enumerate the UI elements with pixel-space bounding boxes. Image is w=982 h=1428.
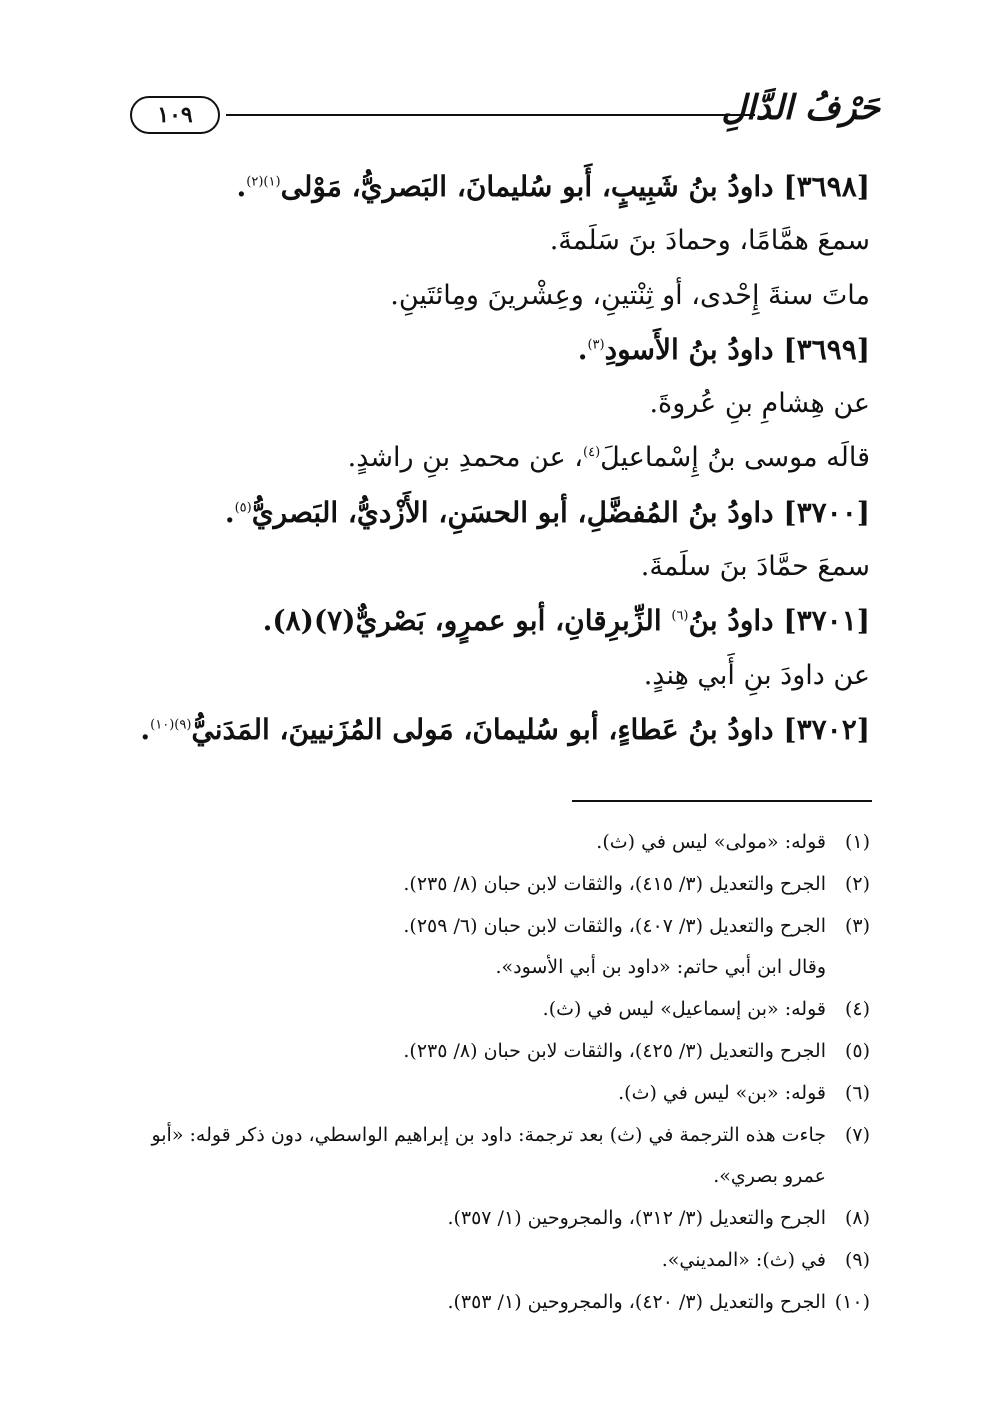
footnote-number: (٧) [844,1123,870,1146]
footnote-continuation [100,1156,870,1198]
footnote [100,1115,870,1157]
header-rule [226,114,755,116]
footnote [100,822,870,864]
footnote [100,864,870,906]
footnote-number: (٨) [844,1207,870,1230]
page-header [130,88,880,142]
footnote-text: عمرو بصري». [713,1165,826,1188]
footnote [100,989,870,1031]
footnote-number: (٩) [844,1248,870,1271]
footnote-text: قوله: «مولى» ليس في (ث). [596,831,826,853]
footnote-number: (٢) [844,872,870,895]
footnotes [100,822,870,1324]
footnote-number: (١) [844,831,870,853]
text-line: قالَه موسى بنُ إِسْماعيلَ$^{(٤)}$، عن محمدِ بنِ راشدٍ. [347,442,870,474]
footnote [100,1198,870,1240]
footnote-text: قوله: «بن إسماعيل» ليس في (ث). [542,998,826,1021]
footnote-text: في (ث): «المديني». [661,1248,826,1271]
footnote-number: (٤) [844,998,870,1021]
text-line: سمعَ همَّامًا، وحمادَ بنَ سَلَمةَ. [549,225,870,257]
footnote-text: الجرح والتعديل (٣/ ٤١٥)، والثقات لابن حبان (٨/ ٢٣٥). [403,872,826,895]
footnote-text: الجرح والتعديل (٣/ ٣١٢)، والمجروحين (١/ ٣٥٧). [447,1207,826,1230]
entry-line: [٣٦٩٨] داودُ بنُ شَبِيبٍ، أَبو سُليمانَ، البَصريُّ، مَوْلى$^{(١)(٢)}$. [236,170,870,203]
footnote-number: (٣) [844,914,870,937]
footnote-text: وقال ابن أبي حاتم: «داود بن أبي الأسود». [495,956,826,979]
text-line: عن هِشامِ بنِ عُروةَ. [649,388,870,420]
text-line: عن داودَ بنِ أَبي هِندٍ. [643,659,870,691]
text-line: سمعَ حمَّادَ بنَ سلَمةَ. [640,551,870,583]
footnote [100,1073,870,1115]
chapter-title: حَرْفُ الدَّالِ [721,88,880,128]
footnote [100,1282,870,1324]
entry-line: [٣٧٠٠] داودُ بنُ المُفضَّلِ، أبو الحسَنِ، الأَزْديُّ، البَصريُّ$^{(٥)}$. [224,495,870,529]
footnote [100,1240,870,1282]
main-text [130,160,870,757]
footnote-number: (١٠) [834,1290,870,1313]
footnote-text: الجرح والتعديل (٣/ ٤٢٠)، والمجروحين (١/ ٣٥٣). [447,1290,826,1313]
footnote-text: جاءت هذه الترجمة في (ث) بعد ترجمة: داود بن إبراهيم الواسطي، دون ذكر قوله: «أبو [151,1123,826,1146]
footnote-number: (٦) [844,1081,870,1104]
footnote [100,906,870,948]
entry-line: [٣٦٩٩] داودُ بنُ الأَسودِ$^{(٣)}$. [577,332,870,366]
footnote-text: قوله: «بن» ليس في (ث). [618,1081,826,1104]
footnote-continuation [100,947,870,989]
entry-line: [٣٧٠٢] داودُ بنُ عَطاءٍ، أبو سُليمانَ، مَولى المُزَنيينَ، المَدَنيُّ$^{(٩)(١٠)}$. [140,712,870,746]
footnote-number: (٥) [844,1039,870,1062]
page-number: ١٠٩ [157,102,193,128]
footnote-text: الجرح والتعديل (٣/ ٤٠٧)، والثقات لابن حبان (٦/ ٢٥٩). [403,914,826,937]
text-line: ماتَ سنةَ إِحْدى، أو ثِنْتينِ، وعِشْرينَ ومِائتَينِ. [390,279,870,311]
footnote-separator [572,800,872,802]
footnote-text: الجرح والتعديل (٣/ ٤٢٥)، والثقات لابن حبان (٨/ ٢٣٥). [403,1039,826,1062]
footnote [100,1031,870,1073]
page-number-badge [130,96,220,134]
entry-line: [٣٧٠١] داودُ بنُ$^{(٦)}$ الزِّبرِقانِ، أبو عمرٍو، بَصْريٌّ(٧)(٨). [262,604,870,638]
